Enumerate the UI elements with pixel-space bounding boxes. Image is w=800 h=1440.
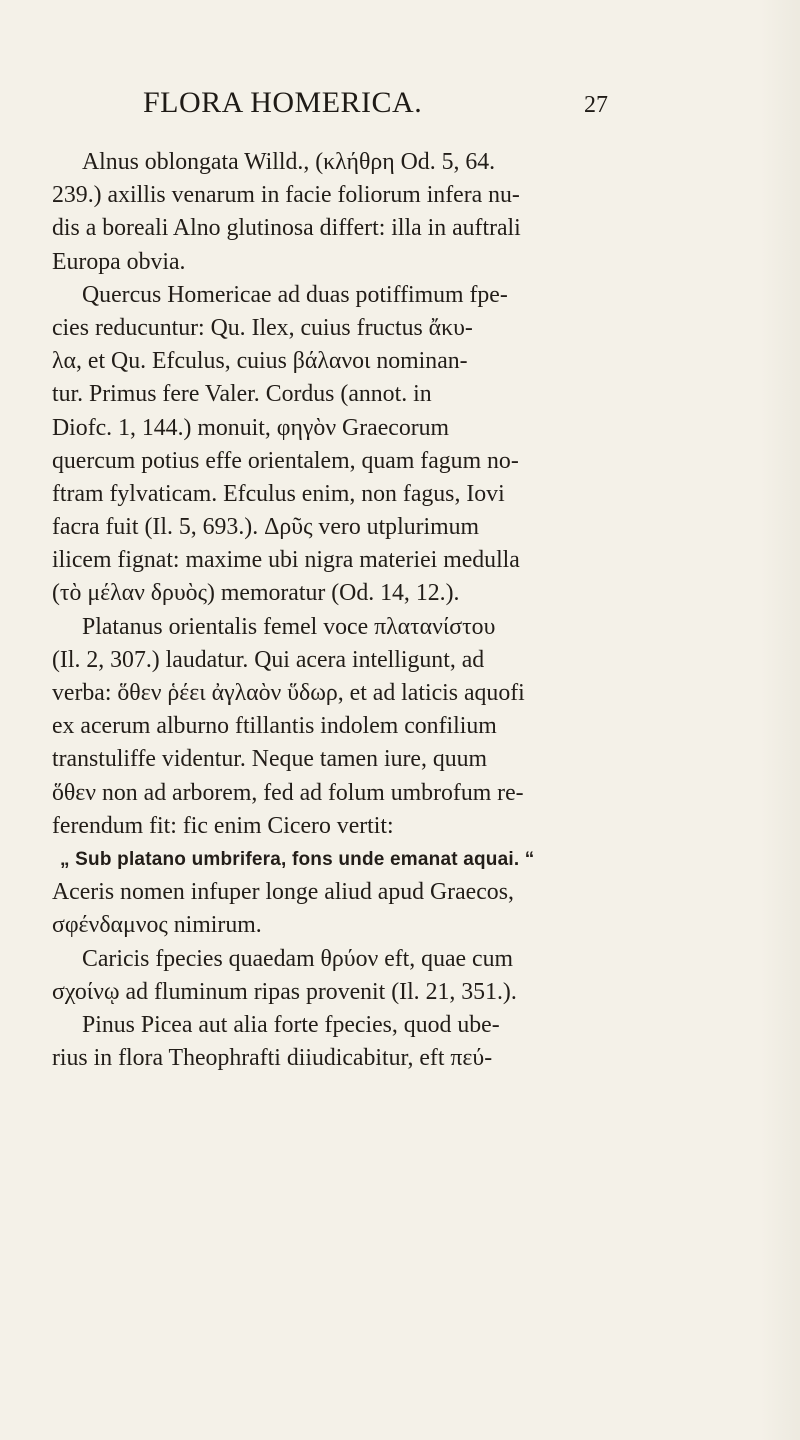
text-line: Diofc. 1, 144.) monuit, φηγὸν Graecorum: [52, 414, 450, 441]
text-line: facra fuit (Il. 5, 693.). Δρῦς vero utplurimum: [52, 514, 480, 541]
text-line: tur. Primus fere Valer. Cordus (annot. in: [52, 381, 432, 408]
quotation-line: „ Sub platano umbrifera, fons unde emanat aquai. “: [60, 848, 535, 870]
text-line: Caricis fpecies quaedam θρύον eft, quae cum: [82, 945, 514, 972]
text-line: σχοίνῳ ad fluminum ripas provenit (Il. 21, 351.).: [52, 978, 517, 1005]
body-text: [52, 146, 742, 1075]
text-line: cies reducuntur: Qu. Ilex, cuius fructus ἄκυ-: [52, 314, 473, 341]
text-line: 239.) axillis venarum in facie foliorum infera nu-: [52, 182, 520, 209]
text-line: ex acerum alburno ftillantis indolem confilium: [52, 713, 497, 740]
text-line: (Il. 2, 307.) laudatur. Qui acera intelligunt, ad: [52, 646, 485, 673]
text-line: rius in flora Theophrafti diiudicabitur, eft πεύ-: [52, 1045, 493, 1072]
text-line: ferendum fit: fic enim Cicero vertit:: [52, 812, 394, 839]
text-line: Alnus oblongata Willd., (κλήθρη Od. 5, 64.: [82, 149, 496, 175]
text-line: (τὸ μέλαν δρυὸς) memoratur (Od. 14, 12.).: [52, 580, 460, 607]
text-line: ftram fylvaticam. Efculus enim, non fagus, Iovi: [52, 480, 505, 507]
text-line: quercum potius effe orientalem, quam fagum no-: [52, 447, 519, 474]
text-line: transtuliffe videntur. Neque tamen iure, quum: [52, 746, 488, 773]
running-title: FLORA HOMERICA.: [143, 86, 423, 119]
text-line: λα, et Qu. Efculus, cuius βάλανοι nominan-: [52, 348, 468, 375]
text-line: Platanus orientalis femel voce πλατανίστου: [82, 613, 496, 640]
text-line: σφένδαμνος nimirum.: [52, 912, 262, 939]
page-number: 27: [584, 92, 608, 118]
text-line: Aceris nomen infuper longe aliud apud Graecos,: [52, 879, 514, 906]
text-line: Europa obvia.: [52, 248, 186, 275]
text-line: Quercus Homericae ad duas potiffimum fpe-: [82, 281, 508, 308]
page-edge-shadow: [760, 0, 800, 1440]
text-line: dis a boreali Alno glutinosa differt: illa in auftrali: [52, 215, 521, 242]
text-line: ilicem fignat: maxime ubi nigra materiei medulla: [52, 547, 520, 574]
page-header: [0, 86, 800, 126]
text-line: verba: ὅθεν ῥέει ἀγλαὸν ὕδωρ, et ad laticis aquofi: [52, 680, 525, 706]
text-line: Pinus Picea aut alia forte fpecies, quod ube-: [82, 1011, 500, 1038]
text-line: ὅθεν non ad arborem, fed ad folum umbrofum re-: [52, 779, 524, 806]
